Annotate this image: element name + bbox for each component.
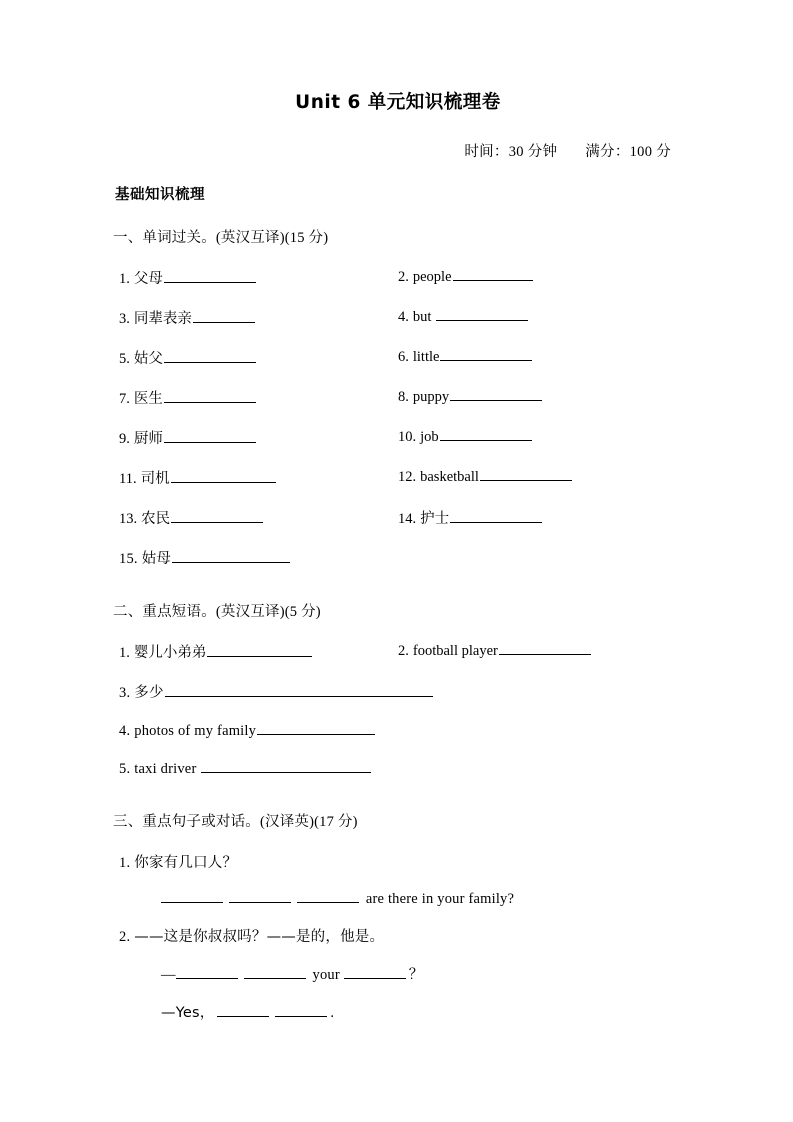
- item-number: 3.: [119, 311, 130, 327]
- item-number: 7.: [119, 391, 130, 407]
- word-row: [113, 307, 683, 328]
- item-text: people: [412, 269, 452, 285]
- answer-suffix: ？: [408, 967, 424, 983]
- part-heading-1-cn: 一、单词过关。: [113, 230, 216, 246]
- answer-blank[interactable]: [164, 269, 256, 283]
- item-number: 15.: [119, 551, 138, 567]
- item-number: 4.: [398, 309, 409, 325]
- part-heading-3: [113, 810, 683, 831]
- item-text: photos of my family: [134, 723, 257, 739]
- word-item: [113, 507, 398, 528]
- section-heading: 基础知识梳理: [115, 187, 205, 203]
- item-text: 姑父: [133, 351, 163, 367]
- answer-suffix: .: [330, 1005, 335, 1021]
- part-heading-2-en: (英汉互译)(5 分): [215, 604, 321, 620]
- item-number: 10.: [398, 429, 417, 445]
- item-text: 农民: [141, 511, 171, 527]
- item-number: 12.: [398, 469, 417, 485]
- item-number: 8.: [398, 389, 409, 405]
- answer-blank[interactable]: [275, 1003, 327, 1017]
- answer-mid: your: [308, 967, 344, 983]
- item-text: 多少: [134, 685, 164, 701]
- word-item: [113, 387, 398, 408]
- item-text: football player: [412, 643, 498, 659]
- word-item: [113, 307, 398, 328]
- exam-time: 时间：30 分钟: [464, 144, 558, 160]
- item-number: 13.: [119, 511, 138, 527]
- item-number: 2.: [398, 643, 409, 659]
- item-text: taxi driver: [134, 761, 201, 777]
- answer-blank[interactable]: [229, 889, 291, 903]
- word-item: [113, 427, 398, 448]
- item-text: but: [412, 309, 436, 325]
- answer-blank[interactable]: [201, 759, 371, 773]
- word-item: [113, 347, 398, 368]
- word-item: [398, 307, 683, 328]
- answer-blank[interactable]: [440, 427, 532, 441]
- item-text: 婴儿小弟弟: [133, 645, 207, 661]
- question-prompt: [113, 925, 683, 946]
- answer-blank[interactable]: [450, 387, 542, 401]
- answer-blank[interactable]: [436, 307, 528, 321]
- item-number: 2.: [398, 269, 409, 285]
- answer-blank[interactable]: [207, 643, 312, 657]
- answer-blank[interactable]: [450, 509, 542, 523]
- phrase-item: [113, 641, 398, 662]
- item-text: 厨师: [133, 431, 163, 447]
- word-item: [113, 467, 398, 488]
- answer-blank[interactable]: [499, 641, 591, 655]
- answer-blank[interactable]: [344, 965, 406, 979]
- item-number: 1.: [119, 855, 131, 871]
- item-number: 5.: [119, 351, 130, 367]
- answer-blank[interactable]: [171, 509, 263, 523]
- answer-blank[interactable]: [440, 347, 532, 361]
- exam-meta: [113, 140, 671, 161]
- item-text: 姑母: [141, 551, 172, 567]
- answer-prefix: —Yes，: [161, 1005, 215, 1021]
- word-item: [113, 267, 398, 288]
- answer-blank[interactable]: [176, 965, 238, 979]
- word-item: [398, 267, 683, 288]
- word-row: [113, 267, 683, 288]
- item-text: 护士: [420, 511, 450, 527]
- word-item: [398, 427, 683, 448]
- word-row: [113, 507, 683, 528]
- answer-line: [113, 963, 683, 984]
- word-item: [398, 467, 683, 488]
- phrase-row: [113, 641, 683, 662]
- item-number: 1.: [119, 645, 130, 661]
- word-row: [113, 467, 683, 488]
- item-number: 6.: [398, 349, 409, 365]
- part-heading-2: [113, 600, 683, 621]
- answer-blank[interactable]: [217, 1003, 269, 1017]
- item-text: 父母: [133, 271, 163, 287]
- item-number: 9.: [119, 431, 130, 447]
- answer-blank[interactable]: [453, 267, 533, 281]
- phrase-item: [113, 681, 683, 702]
- item-number: 14.: [398, 511, 417, 527]
- part-heading-2-cn: 二、重点短语。: [113, 604, 216, 620]
- item-number: 4.: [119, 723, 131, 739]
- page-title: Unit 6 单元知识梳理卷: [295, 92, 501, 113]
- item-number: 5.: [119, 761, 131, 777]
- part-heading-1: [113, 226, 683, 247]
- answer-blank[interactable]: [480, 467, 572, 481]
- answer-blank[interactable]: [257, 721, 375, 735]
- exam-score: 满分：100 分: [585, 144, 671, 160]
- document-content: [113, 88, 683, 1039]
- question-prompt: [113, 851, 683, 872]
- word-row: [113, 347, 683, 368]
- word-row: [113, 387, 683, 408]
- item-text: 同辈表亲: [133, 311, 192, 327]
- word-item: [398, 387, 683, 408]
- item-text: job: [420, 429, 439, 445]
- answer-blank[interactable]: [193, 309, 255, 323]
- answer-blank[interactable]: [164, 389, 256, 403]
- answer-suffix: are there in your family?: [362, 891, 515, 907]
- item-number: 3.: [119, 685, 131, 701]
- item-text: basketball: [420, 469, 479, 485]
- item-text: puppy: [412, 389, 450, 405]
- answer-prefix: —: [161, 967, 176, 983]
- phrase-item: [113, 721, 683, 740]
- word-item: [398, 507, 683, 528]
- answer-blank[interactable]: [161, 889, 223, 903]
- word-item: [113, 547, 683, 568]
- phrase-item: [113, 759, 683, 778]
- word-row: [113, 427, 683, 448]
- answer-blank[interactable]: [172, 549, 290, 563]
- prompt-text: 你家有几口人？: [134, 855, 238, 871]
- part-heading-1-en: (英汉互译)(15 分): [215, 230, 329, 246]
- answer-blank[interactable]: [171, 469, 276, 483]
- answer-line: [113, 889, 683, 908]
- answer-blank[interactable]: [297, 889, 359, 903]
- part-heading-3-cn: 三、重点句子或对话。: [113, 814, 260, 830]
- part-heading-3-en: (汉译英)(17 分): [260, 814, 358, 830]
- phrase-item: [398, 641, 683, 662]
- item-text: 医生: [133, 391, 163, 407]
- item-number: 1.: [119, 271, 130, 287]
- word-item: [398, 347, 683, 368]
- item-number: 11.: [119, 471, 137, 487]
- item-text: 司机: [140, 471, 170, 487]
- answer-blank[interactable]: [164, 429, 256, 443]
- answer-line: [113, 1001, 683, 1022]
- item-text: little: [412, 349, 440, 365]
- answer-blank[interactable]: [165, 683, 433, 697]
- answer-blank[interactable]: [164, 349, 256, 363]
- prompt-text: ——这是你叔叔吗？——是的，他是。: [134, 929, 385, 945]
- answer-blank[interactable]: [244, 965, 306, 979]
- item-number: 2.: [119, 929, 131, 945]
